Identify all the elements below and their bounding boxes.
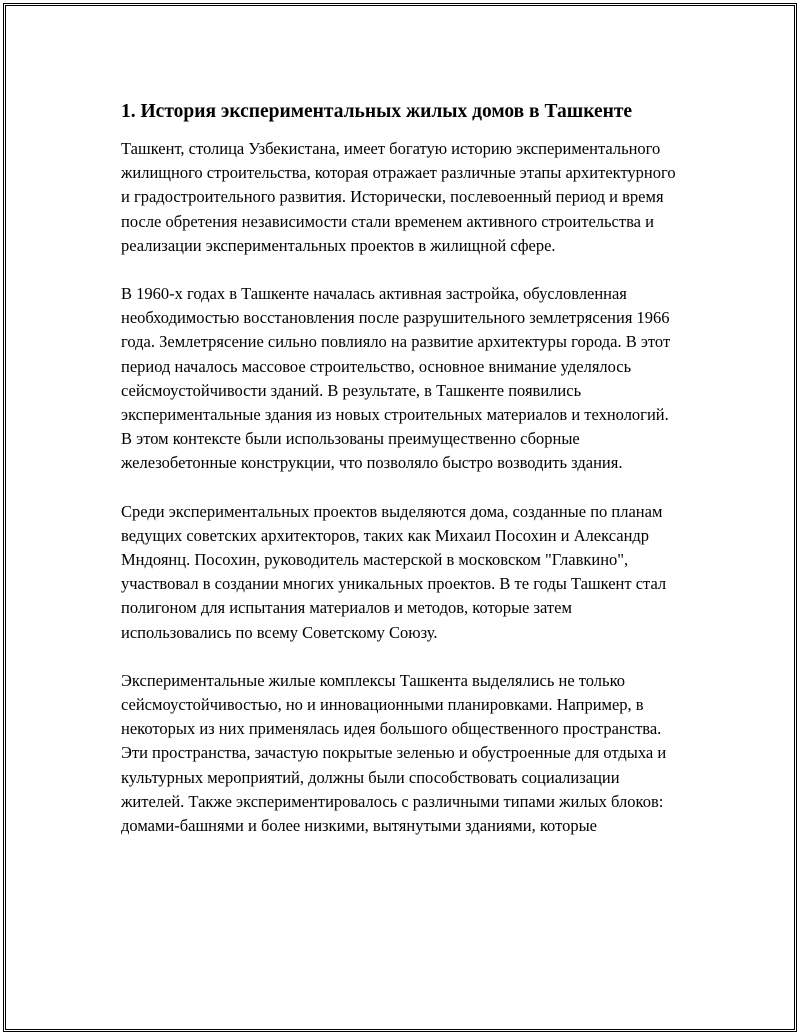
document-body xyxy=(121,99,681,862)
page-frame xyxy=(3,3,797,1032)
section-heading: 1. История экспериментальных жилых домов в Ташкенте xyxy=(121,101,633,122)
paragraph-3: Среди экспериментальных проектов выделяются дома, созданные по планам ведущих советских архитекторов, таких как Михаил Посохин и Александр Мндоянц. Посохин, руководитель мастерской в московском "Главкино", участвовал в создании многих уникальных проектов. В те годы Ташкент стал полигоном для испытания материалов и методов, которые затем использовались по всему Советскому Союзу. xyxy=(121,501,667,642)
paragraph-2: В 1960-х годах в Ташкенте началась активная застройка, обусловленная необходимостью восстановления после разрушительного землетрясения 1966 года. Землетрясение сильно повлияло на развитие архитектуры города. В этот период началось массовое строительство, основное внимание уделялось сейсмоустойчивости зданий. В результате, в Ташкенте появились экспериментальные здания из новых строительных материалов и технологий. В этом контексте были использованы преимущественно сборные железобетонные конструкции, что позволяло быстро возводить здания. xyxy=(121,284,671,473)
paragraph-1: Ташкент, столица Узбекистана, имеет богатую историю экспериментального жилищного строительства, которая отражает различные этапы архитектурного и градостроительного развития. Исторически, послевоенный период и время после обретения независимости стали временем активного строительства и реализации экспериментальных проектов в жилищной сфере. xyxy=(121,139,676,255)
paragraph-4: Экспериментальные жилые комплексы Ташкента выделялись не только сейсмоустойчивостью, но и инновационными планировками. Например, в некоторых из них применялась идея большого общественного пространства. Эти пространства, зачастую покрытые зеленью и обустроенные для отдыха и культурных мероприятий, должны были способствовать социализации жителей. Также экспериментировалось с различными типами жилых блоков: домами-башнями и более низкими, вытянутыми зданиями, которые xyxy=(121,670,667,836)
